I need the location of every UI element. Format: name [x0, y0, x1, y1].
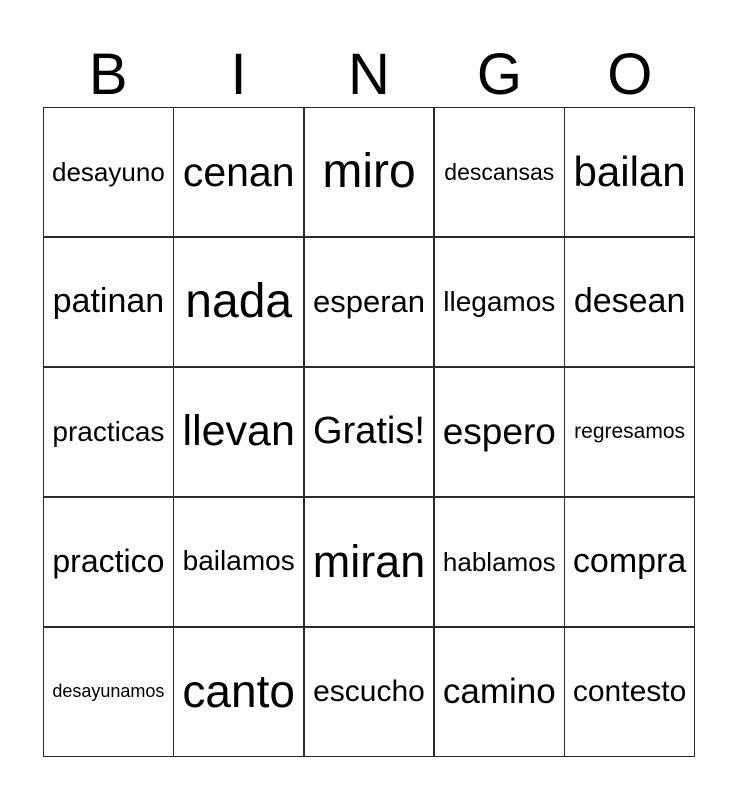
bingo-cell-word: miro [322, 144, 416, 198]
bingo-cell[interactable] [44, 238, 173, 366]
bingo-cell-word: esperan [312, 284, 425, 320]
bingo-cell[interactable] [174, 628, 303, 756]
bingo-cell-free-space[interactable] [305, 368, 434, 496]
bingo-letter-b: B [88, 42, 128, 107]
bingo-grid [43, 107, 695, 757]
bingo-cell-word: practico [52, 543, 165, 580]
bingo-cell[interactable] [435, 108, 564, 236]
bingo-cell[interactable] [305, 238, 434, 366]
bingo-cell[interactable] [565, 108, 694, 236]
bingo-letter-o: O [607, 42, 653, 107]
bingo-cell-word: contesto [572, 675, 687, 709]
bingo-cell-word: espero [442, 410, 556, 452]
bingo-letter-n: N [348, 42, 390, 107]
bingo-cell[interactable] [565, 238, 694, 366]
bingo-letter-i: I [230, 42, 247, 107]
bingo-cell[interactable] [174, 108, 303, 236]
bingo-cell-word: nada [185, 274, 293, 328]
bingo-cell-word: regresamos [574, 420, 686, 444]
bingo-title [43, 0, 695, 107]
bingo-cell[interactable] [435, 498, 564, 626]
bingo-cell[interactable] [174, 238, 303, 366]
bingo-cell[interactable] [565, 368, 694, 496]
bingo-cell-word: Gratis! [313, 410, 425, 453]
bingo-cell[interactable] [565, 628, 694, 756]
bingo-cell[interactable] [305, 498, 434, 626]
bingo-cell[interactable] [305, 628, 434, 756]
bingo-cell[interactable] [174, 368, 303, 496]
bingo-cell[interactable] [44, 108, 173, 236]
bingo-letter-g: G [476, 42, 522, 107]
bingo-cell-word: miran [312, 536, 426, 588]
bingo-cell-word: hablamos [442, 546, 556, 577]
bingo-cell[interactable] [305, 108, 434, 236]
bingo-cell-word: llegamos [443, 285, 556, 317]
bingo-cell-word: desayunamos [52, 680, 165, 701]
bingo-cell-word: canto [182, 665, 295, 718]
bingo-cell-word: desayuno [52, 156, 165, 187]
bingo-cell[interactable] [435, 238, 564, 366]
bingo-cell[interactable] [44, 628, 173, 756]
bingo-cell-word: llevan [182, 407, 295, 456]
bingo-cell-word: descansas [444, 158, 555, 185]
bingo-cell-word: cenan [182, 148, 295, 195]
bingo-cell[interactable] [174, 498, 303, 626]
bingo-cell[interactable] [44, 498, 173, 626]
bingo-cell-word: bailan [573, 148, 686, 196]
bingo-cell-word: bailamos [182, 545, 295, 577]
bingo-cell-word: compra [572, 542, 687, 581]
bingo-cell-word: desean [573, 282, 686, 321]
bingo-cell-word: escucho [313, 675, 425, 709]
bingo-cell[interactable] [435, 628, 564, 756]
bingo-cell-word: practicas [52, 415, 165, 447]
bingo-cell[interactable] [44, 368, 173, 496]
bingo-cell-word: patinan [52, 282, 165, 321]
bingo-cell-word: camino [442, 671, 556, 711]
bingo-cell[interactable] [435, 368, 564, 496]
bingo-cell[interactable] [565, 498, 694, 626]
